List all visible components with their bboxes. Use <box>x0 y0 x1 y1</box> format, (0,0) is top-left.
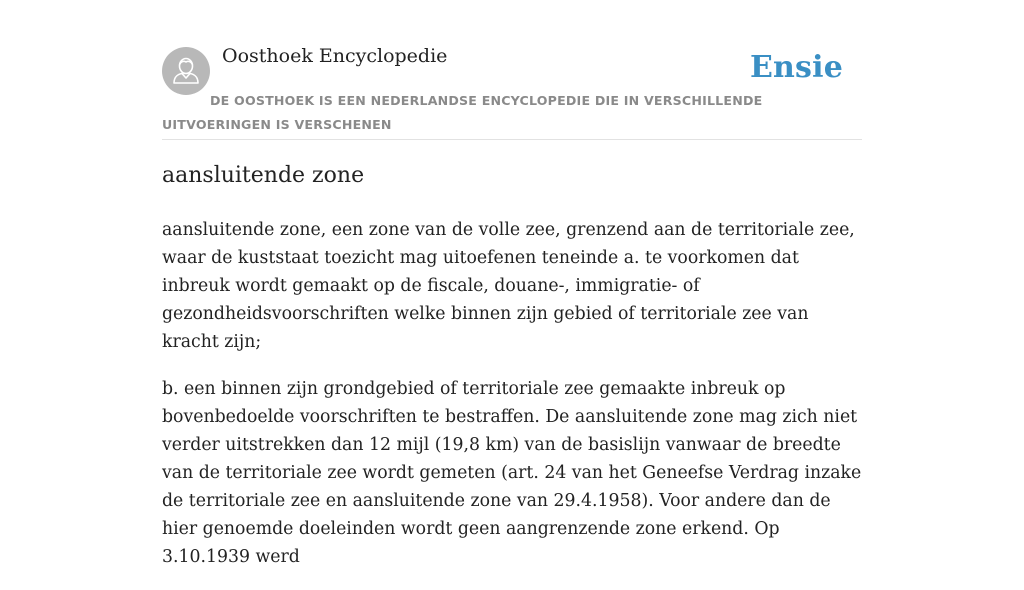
site-name[interactable]: Oosthoek Encyclopedie <box>222 45 448 67</box>
article-body <box>162 216 862 590</box>
site-tagline: DE OOSTHOEK IS EEN NEDERLANDSE ENCYCLOPEDIE DIE IN VERSCHILLENDE UITVOERINGEN IS VERSCHENEN <box>162 93 763 132</box>
ensie-logo[interactable]: Ensie <box>749 50 843 85</box>
article-paragraph: aansluitende zone, een zone van de volle zee, grenzend aan de territoriale zee, waar de kuststaat toezicht mag uitoefenen teneinde a. te voorkomen dat inbreuk wordt gemaakt op de fiscale, douane-, immigratie- of gezondheidsvoorschriften welke binnen zijn gebied of territoriale zee van kracht zijn; <box>162 220 855 352</box>
avatar-person-icon <box>162 47 210 95</box>
header-divider <box>162 139 862 140</box>
article-paragraph: b. een binnen zijn grondgebied of territoriale zee gemaakte inbreuk op bovenbedoelde voorschriften te bestraffen. De aansluitende zone mag zich niet verder uitstrekken dan 12 mijl (19,8 km) van de basislijn vanwaar de breedte van de territoriale zee wordt gemeten (art. 24 van het Geneefse Verdrag inzake de territoriale zee en aansluitende zone van 29.4.1958). Voor andere dan de hier genoemde doeleinden wordt geen aangrenzende zone erkend. Op 3.10.1939 werd <box>162 379 862 567</box>
user-avatar-icon[interactable] <box>162 47 210 95</box>
article-title: aansluitende zone <box>162 163 365 188</box>
